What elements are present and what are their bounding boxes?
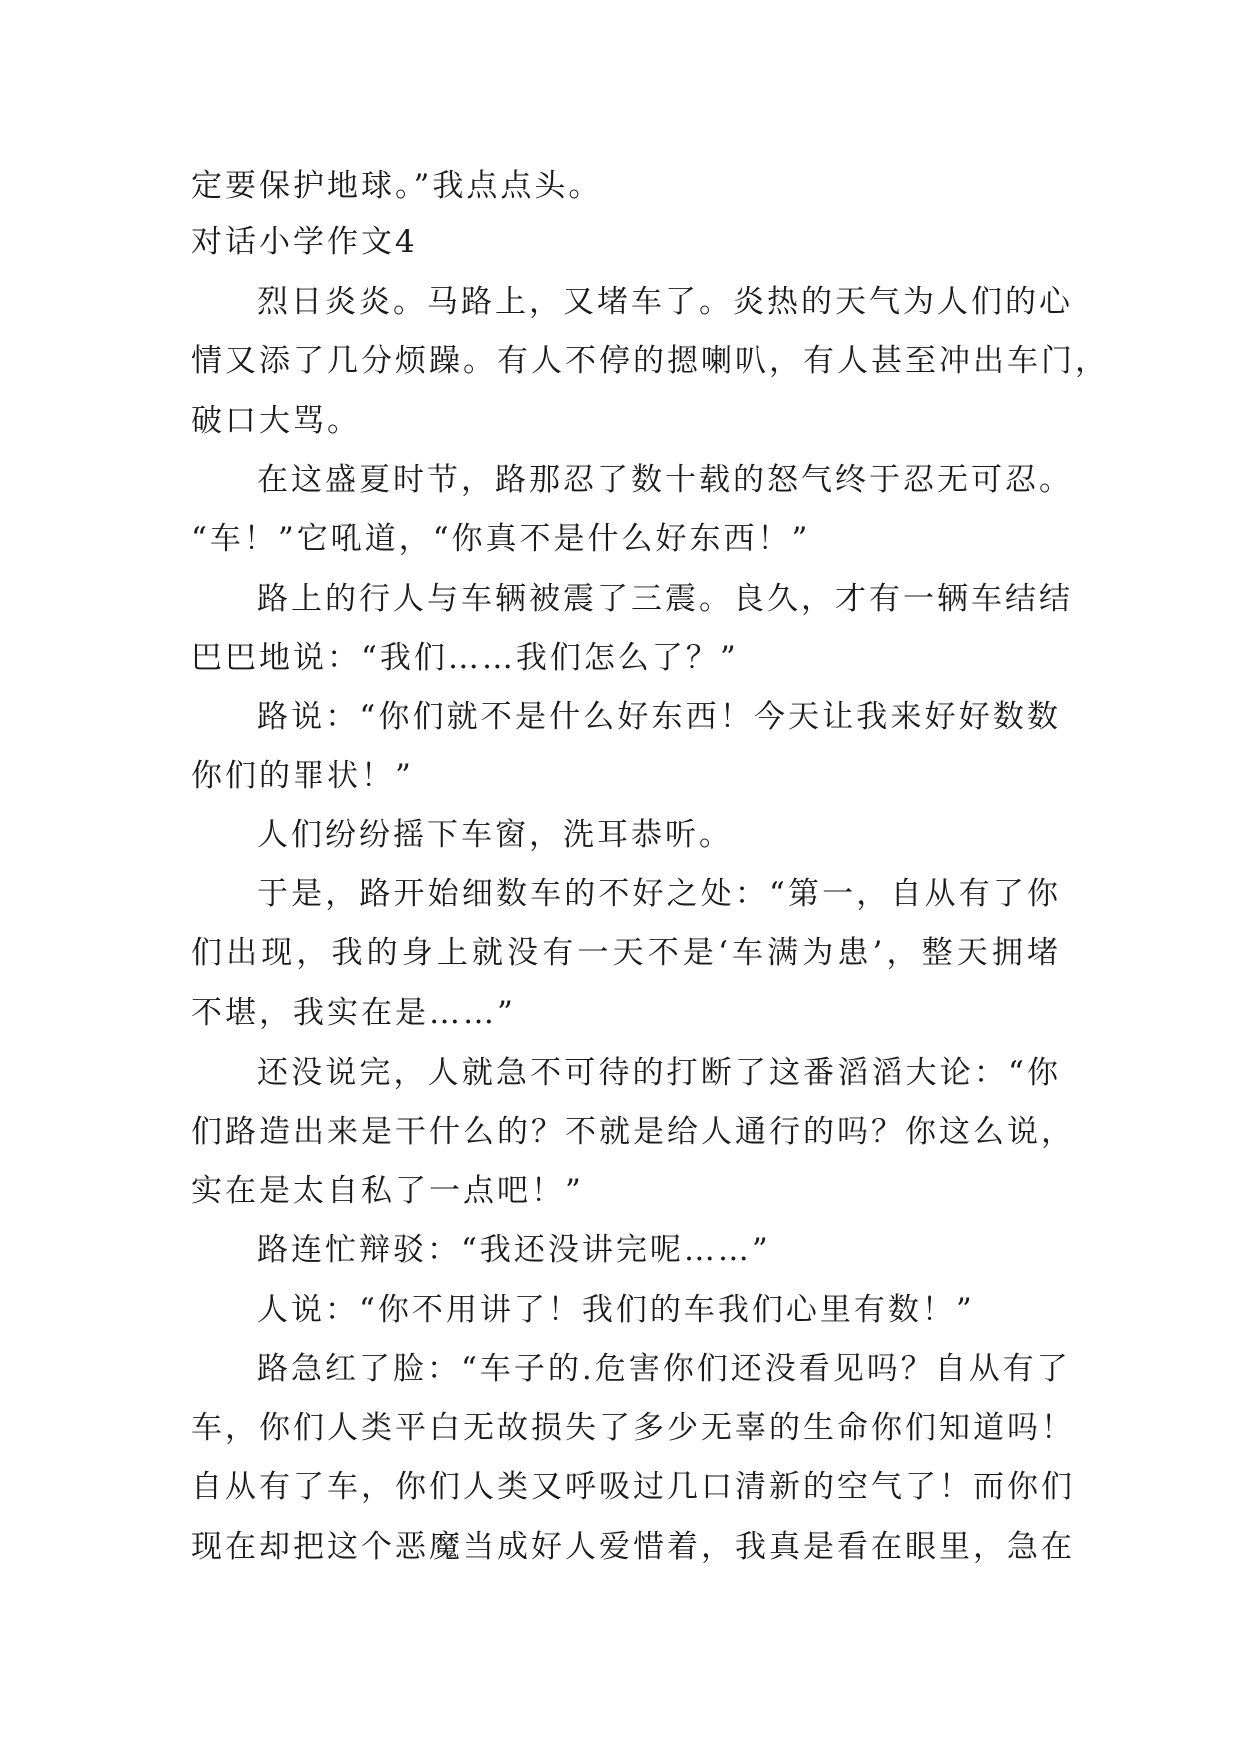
- text-line: 路上的行人与车辆被震了三震。良久，才有一辆车结结: [257, 581, 1073, 617]
- text-line: 不堪，我实在是……”: [191, 995, 516, 1031]
- text-line: 巴巴地说：“我们……我们怎么了？”: [191, 640, 739, 676]
- text-line: 于是，路开始细数车的不好之处：“第一，自从有了你: [257, 876, 1061, 912]
- text-line: 人们纷纷摇下车窗，洗耳恭听。: [257, 817, 733, 853]
- text-line: 人说：“你不用讲了！我们的车我们心里有数！”: [257, 1292, 975, 1328]
- text-line: 你们的罪状！”: [191, 758, 414, 794]
- text-line: 实在是太自私了一点吧！”: [191, 1173, 584, 1209]
- text-line: 现在却把这个恶魔当成好人爱惜着，我真是看在眼里，急在: [191, 1529, 1075, 1565]
- text-line: 们出现，我的身上就没有一天不是‘车满为患’，整天拥堵: [191, 935, 1061, 971]
- text-line: 路急红了脸：“车子的.危害你们还没看见吗？自从有了: [257, 1351, 1071, 1387]
- text-line: 路说：“你们就不是什么好东西！今天让我来好好数数: [257, 699, 1061, 735]
- text-line: 们路造出来是干什么的？不就是给人通行的吗？你这么说，: [191, 1114, 1075, 1150]
- text-line: 破口大骂。: [191, 403, 361, 439]
- text-line: “车！”它吼道，“你真不是什么好东西！”: [191, 521, 811, 557]
- text-line: 定要保护地球。”我点点头。: [191, 168, 603, 204]
- section-heading: 对话小学作文4: [191, 224, 418, 260]
- text-line: 自从有了车，你们人类又呼吸过几口清新的空气了！而你们: [191, 1469, 1075, 1505]
- text-line: 车，你们人类平白无故损失了多少无辜的生命你们知道吗！: [191, 1410, 1075, 1446]
- text-line: 路连忙辩驳：“我还没讲完呢……”: [257, 1232, 771, 1268]
- text-line: 在这盛夏时节，路那忍了数十载的怒气终于忍无可忍。: [257, 462, 1073, 498]
- text-line: 情又添了几分烦躁。有人不停的摁喇叭，有人甚至冲出车门，: [191, 343, 1109, 379]
- text-line: 还没说完，人就急不可待的打断了这番滔滔大论：“你: [257, 1055, 1061, 1091]
- text-line: 烈日炎炎。马路上，又堵车了。炎热的天气为人们的心: [257, 284, 1073, 320]
